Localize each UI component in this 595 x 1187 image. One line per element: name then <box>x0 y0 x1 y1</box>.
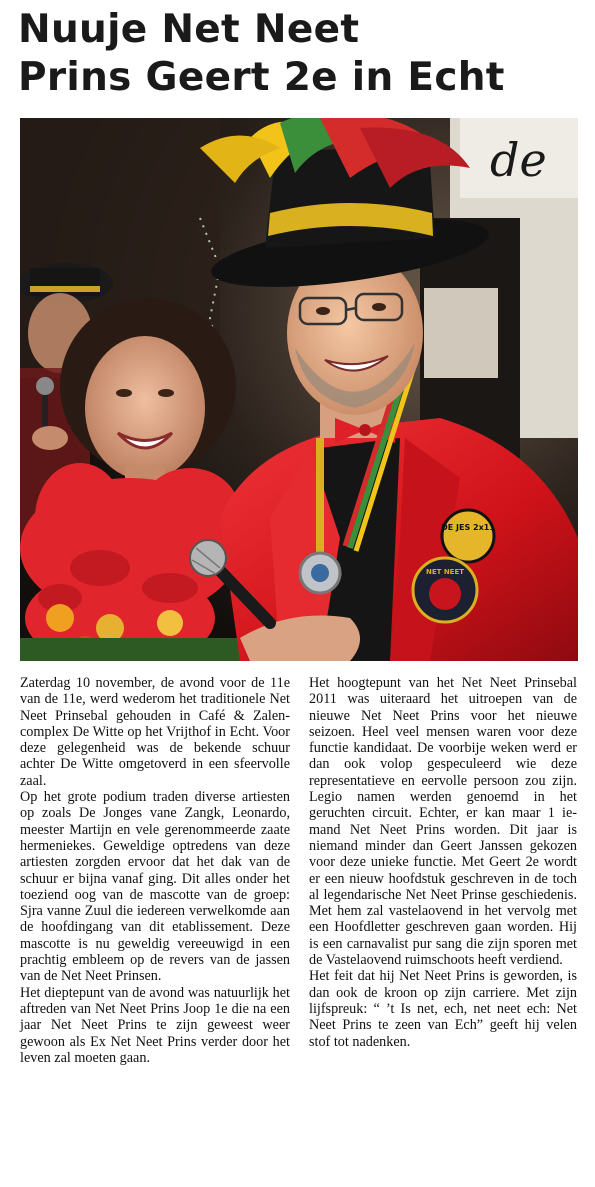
article-photo <box>20 118 578 661</box>
paragraph-3: Het dieptepunt van de avond was natuurlijk het aftreden van Net Neet Prins Joop 1e die na een jaar Net Neet Prins te zijn geweest weer gewoon als Ex Net Neet Prins verder door het leven zal moeten gaan. <box>20 984 290 1066</box>
headline-line-1: Nuuje Net Neet <box>18 7 360 52</box>
paragraph-5: Het feit dat hij Net Neet Prins is geworden, is dan ook de kroon op zijn carriere. Met zijn lijfspreuk: “ ’t Is net, ech, net neet ech: Net Neet Prins te zeen van Ech” geeft hij velen stof tot nadenken. <box>309 968 577 1050</box>
article-headline <box>18 6 588 102</box>
paragraph-1: Zaterdag 10 november, de avond voor de 11e van de 11e, werd wederom het traditionele Net Neet Prinsebal gehouden in Café & Zalencomplex De Witte op het Vrijthof in Echt. Voor deze gelegenheid was de bekende schuur achter De Witte omgetoverd in een sfeervolle zaal. <box>20 675 290 789</box>
svg-text:de: de <box>490 133 547 187</box>
article-column-right <box>309 675 577 1050</box>
photo-badge-text: NET NEET <box>425 568 465 576</box>
paragraph-2: Op het grote podium traden diverse artiesten op zoals De Jonges vane Zangk, Leonardo, meester Martijn en vele gerenommeerde zaate hermeniekes. Geweldige optredens van deze artiesten zorgden ervoor dat het dak van de schuur er bijna vanaf ging. Dit alles onder het toeziend oog van de mascotte van de groep: Sjra vanne Zuul die iedereen verwelkomde aan de hoofdingang van dit etablissement. Deze mascotte is nu geweldig vereeuwigd in een prachtig embleem op de revers van de jassen van de Net Neet Prinsen. <box>20 789 290 985</box>
headline-line-2: Prins Geert 2e in Echt <box>18 55 505 100</box>
photo-pin-text: DE JES 2x11 <box>441 523 495 532</box>
paragraph-4: Het hoogtepunt van het Net Neet Prinsebal 2011 was uiteraard het uitroepen van de nieuwe Net Neet Prins voor het nieuwe seizoen. Heel veel mensen waren voor deze functie kandidaat. De voorbije weken werd er dan ook volop gespeculeerd wie deze representatieve en eervolle persoon zou zijn. Legio namen werden genoemd in het geruchten circuit. Echter, er kan maar 1 iemand Net Neet Prins worden. Dit jaar is niemand minder dan Geert Janssen gekozen voor deze unieke functie. Met Geert 2e wordt er een nieuw hoofdstuk geschreven in de toch al legendarische Net Neet Prinse geschiedenis. Met hem zal vastelaovend in het vervolg met een Hoofdletter geschreven gaan worden. Hij is een carnavalist pur sang die zijn sporen met de Vastelaovend ruimschoots heeft verdiend. <box>309 675 577 969</box>
article-column-left <box>20 675 290 1066</box>
